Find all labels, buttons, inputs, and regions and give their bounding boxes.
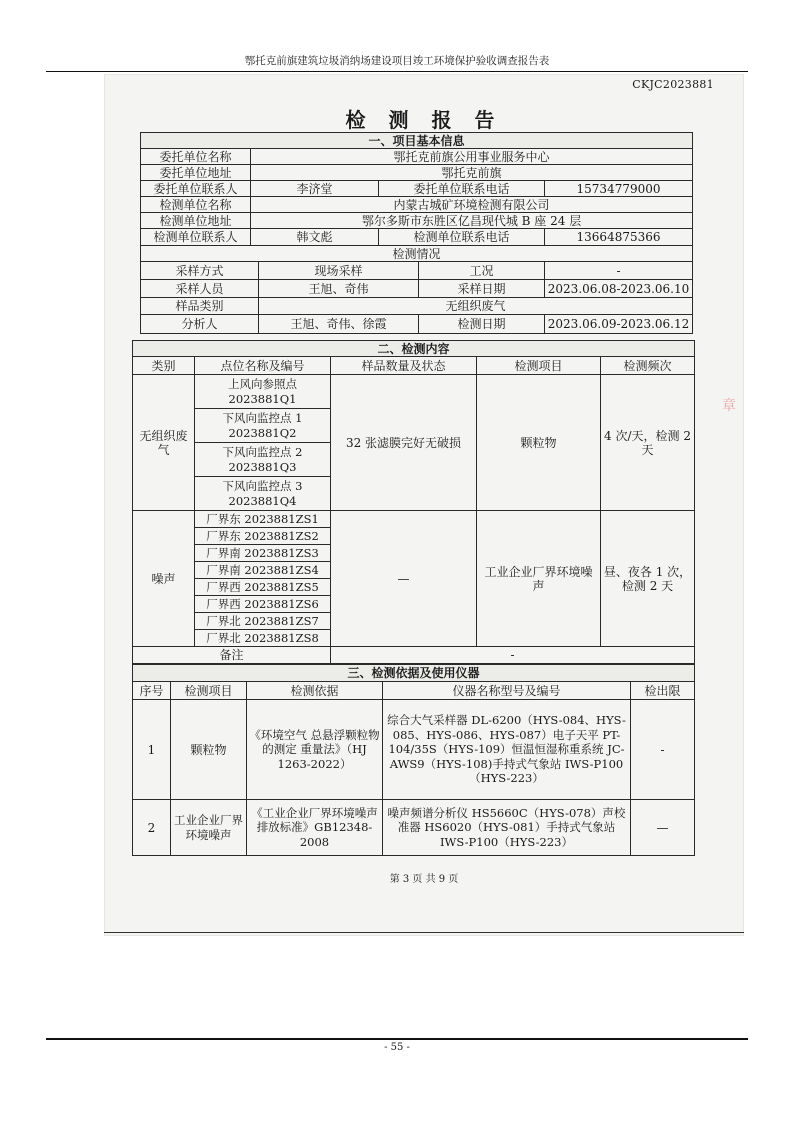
section2-title: 二、检测内容 bbox=[133, 341, 695, 357]
scanned-report-page bbox=[104, 74, 744, 936]
noise-point: 厂界东 2023881ZS2 bbox=[195, 528, 331, 545]
basic-info-table bbox=[140, 132, 693, 334]
col-instruments: 仪器名称型号及编号 bbox=[383, 682, 631, 700]
air-category: 无组织废气 bbox=[133, 375, 195, 511]
red-stamp-fragment: 章 bbox=[722, 398, 736, 414]
lab-contact-label: 检测单位联系人 bbox=[141, 229, 251, 246]
noise-test-item: 工业企业厂界环境噪声 bbox=[477, 511, 601, 647]
client-name-label: 委托单位名称 bbox=[141, 149, 251, 165]
col-basis: 检测依据 bbox=[247, 682, 383, 700]
col-category: 类别 bbox=[133, 357, 195, 375]
remark-label: 备注 bbox=[133, 647, 331, 664]
noise-point: 厂界南 2023881ZS3 bbox=[195, 545, 331, 562]
lab-name: 内蒙古城矿环境检测有限公司 bbox=[251, 197, 693, 213]
noise-frequency: 昼、夜各 1 次，检测 2 天 bbox=[601, 511, 695, 647]
row-instruments: 综合大气采样器 DL-6200（HYS-084、HYS-085、HYS-086、HYS-087）电子天平 PT-104/35S（HYS-109）恒温恒湿称重系统 JC-AWS9（HYS-108)手持式气象站 IWS-P100（HYS-223） bbox=[383, 700, 631, 800]
client-name: 鄂托克前旗公用事业服务中心 bbox=[251, 149, 693, 165]
row-limit: — bbox=[631, 800, 695, 856]
point-cell bbox=[195, 477, 331, 511]
scan-edge-line bbox=[104, 932, 744, 933]
col-item: 检测项目 bbox=[171, 682, 247, 700]
sampling-method: 现场采样 bbox=[259, 262, 419, 280]
client-phone-label: 委托单位联系电话 bbox=[379, 181, 545, 197]
sampling-date: 2023.06.08-2023.06.10 bbox=[545, 280, 693, 298]
basis-instruments-table bbox=[132, 664, 695, 856]
situation-title: 检测情况 bbox=[141, 246, 693, 262]
document-page-number: - 55 - bbox=[384, 1042, 410, 1053]
noise-point: 厂界西 2023881ZS6 bbox=[195, 596, 331, 613]
col-frequency: 检测频次 bbox=[601, 357, 695, 375]
samplers: 王旭、奇伟 bbox=[259, 280, 419, 298]
noise-sample-state: — bbox=[331, 511, 477, 647]
report-page-number: 第 3 页 共 9 页 bbox=[389, 874, 459, 885]
lab-phone-label: 检测单位联系电话 bbox=[379, 229, 545, 246]
sample-type-label: 样品类别 bbox=[141, 298, 259, 315]
point-name: 下风向监控点 3 bbox=[222, 479, 303, 493]
point-code: 2023881Q1 bbox=[228, 391, 297, 406]
col-sample-state: 样品数量及状态 bbox=[331, 357, 477, 375]
air-test-item: 颗粒物 bbox=[477, 375, 601, 511]
row-no: 2 bbox=[133, 800, 171, 856]
col-test-item: 检测项目 bbox=[477, 357, 601, 375]
condition-label: 工况 bbox=[419, 262, 545, 280]
report-title: 检 测 报 告 bbox=[345, 108, 503, 132]
lab-phone: 13664875366 bbox=[545, 229, 693, 246]
row-no: 1 bbox=[133, 700, 171, 800]
condition-value: - bbox=[545, 262, 693, 280]
point-cell bbox=[195, 409, 331, 443]
analysts: 王旭、奇伟、徐霞 bbox=[259, 315, 419, 334]
col-point: 点位名称及编号 bbox=[195, 357, 331, 375]
point-name: 下风向监控点 2 bbox=[222, 445, 303, 459]
noise-point: 厂界东 2023881ZS1 bbox=[195, 511, 331, 528]
air-frequency: 4 次/天，检测 2 天 bbox=[601, 375, 695, 511]
client-contact-label: 委托单位联系人 bbox=[141, 181, 251, 197]
col-limit: 检出限 bbox=[631, 682, 695, 700]
lab-address-label: 检测单位地址 bbox=[141, 213, 251, 229]
point-cell bbox=[195, 375, 331, 409]
point-code: 2023881Q2 bbox=[228, 425, 297, 440]
lab-name-label: 检测单位名称 bbox=[141, 197, 251, 213]
sampling-method-label: 采样方式 bbox=[141, 262, 259, 280]
test-date: 2023.06.09-2023.06.12 bbox=[545, 315, 693, 334]
row-limit: - bbox=[631, 700, 695, 800]
section1-title: 一、项目基本信息 bbox=[141, 133, 693, 149]
sampler-label: 采样人员 bbox=[141, 280, 259, 298]
client-address-label: 委托单位地址 bbox=[141, 165, 251, 181]
point-name: 下风向监控点 1 bbox=[222, 411, 303, 425]
report-number: CKJC2023881 bbox=[632, 78, 714, 91]
analyst-label: 分析人 bbox=[141, 315, 259, 334]
row-basis: 《工业企业厂界环境噪声排放标准》GB12348-2008 bbox=[247, 800, 383, 856]
client-contact: 李济堂 bbox=[251, 181, 379, 197]
lab-contact: 韩文彪 bbox=[251, 229, 379, 246]
client-phone: 15734779000 bbox=[545, 181, 693, 197]
document-header: 鄂托克前旗建筑垃圾消纳场建设项目竣工环境保护验收调查报告表 bbox=[244, 55, 550, 67]
footer-divider bbox=[46, 1038, 748, 1040]
air-sample-state: 32 张滤膜完好无破损 bbox=[331, 375, 477, 511]
row-item: 颗粒物 bbox=[171, 700, 247, 800]
point-cell bbox=[195, 443, 331, 477]
section3-title: 三、检测依据及使用仪器 bbox=[133, 665, 695, 682]
header-divider bbox=[46, 71, 748, 72]
noise-category: 噪声 bbox=[133, 511, 195, 647]
noise-point: 厂界西 2023881ZS5 bbox=[195, 579, 331, 596]
point-code: 2023881Q3 bbox=[228, 459, 297, 474]
lab-address: 鄂尔多斯市东胜区亿昌现代城 B 座 24 层 bbox=[251, 213, 693, 229]
row-basis: 《环境空气 总悬浮颗粒物的测定 重量法》（HJ 1263-2022） bbox=[247, 700, 383, 800]
sample-type: 无组织废气 bbox=[259, 298, 693, 315]
test-content-table bbox=[132, 340, 695, 664]
sampling-date-label: 采样日期 bbox=[419, 280, 545, 298]
noise-point: 厂界北 2023881ZS8 bbox=[195, 630, 331, 647]
test-date-label: 检测日期 bbox=[419, 315, 545, 334]
col-no: 序号 bbox=[133, 682, 171, 700]
remark-value: - bbox=[331, 647, 695, 664]
row-instruments: 噪声频谱分析仪 HS5660C（HYS-078）声校准器 HS6020（HYS-081）手持式气象站 IWS-P100（HYS-223） bbox=[383, 800, 631, 856]
noise-point: 厂界北 2023881ZS7 bbox=[195, 613, 331, 630]
noise-point: 厂界南 2023881ZS4 bbox=[195, 562, 331, 579]
client-address: 鄂托克前旗 bbox=[251, 165, 693, 181]
point-name: 上风向参照点 bbox=[228, 377, 297, 391]
row-item: 工业企业厂界环境噪声 bbox=[171, 800, 247, 856]
point-code: 2023881Q4 bbox=[228, 493, 297, 508]
